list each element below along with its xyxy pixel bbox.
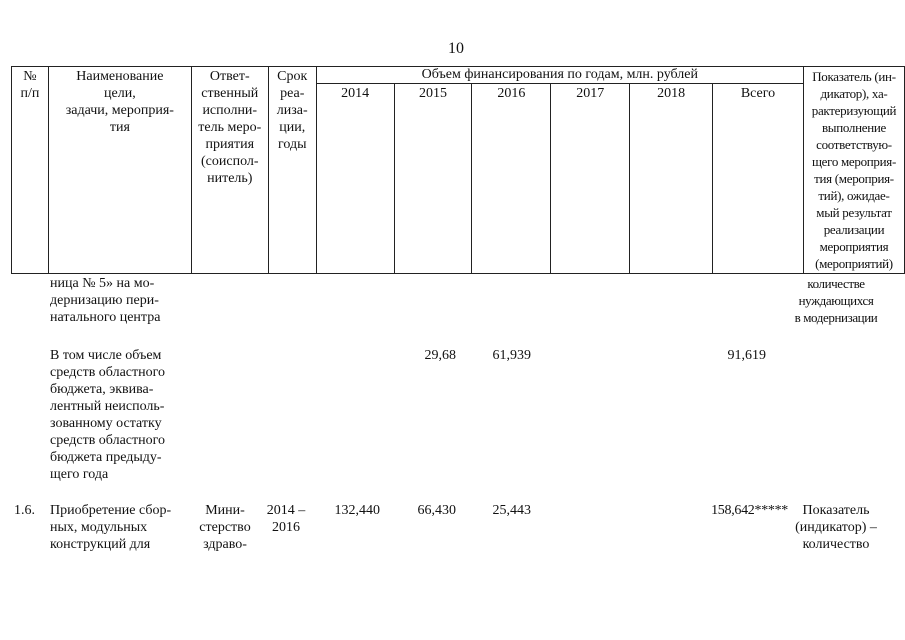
- text-line: (индикатор) –: [795, 520, 877, 535]
- text-line: стерство: [199, 520, 251, 535]
- header-name: Наименование цели, задачи, мероприя- тия: [48, 67, 191, 274]
- text-line: ных, модульных: [50, 520, 148, 535]
- header-year-2018: 2018: [630, 84, 713, 274]
- text-line: количество: [802, 537, 870, 552]
- including-name: [50, 347, 182, 483]
- continuation-name: [50, 275, 182, 326]
- text-line: Показатель: [802, 503, 870, 518]
- text-line: В том числе объем: [50, 348, 162, 363]
- table-header: [11, 66, 905, 274]
- row-1-6-number: 1.6.: [14, 503, 35, 518]
- text-line: средств областного: [50, 433, 166, 448]
- row-1-6-value-2016: 25,443: [492, 503, 531, 518]
- text-line: средств областного: [50, 365, 166, 380]
- text-line: 2014 –: [266, 503, 306, 518]
- row-1-6-term: [264, 502, 308, 536]
- text-line: Приобретение сбор-: [50, 503, 172, 518]
- text-line: натального центра: [50, 310, 161, 325]
- text-line: 2016: [272, 520, 300, 535]
- header-responsible: Ответ- ственный исполни- тель меро- приятия (соиспол- нитель): [191, 67, 268, 274]
- text-line: лентный неисполь-: [50, 399, 165, 414]
- header-num: № п/п: [12, 67, 49, 274]
- including-value-total: 91,619: [727, 348, 766, 363]
- header-year-total: Всего: [713, 84, 804, 274]
- text-line: количестве: [807, 276, 865, 291]
- text-line: бюджета, эквива-: [50, 382, 154, 397]
- text-line: зованному остатку: [50, 416, 162, 431]
- text-line: здраво-: [203, 537, 247, 552]
- header-funding-title: Объем финансирования по годам, млн. рублей: [316, 67, 803, 84]
- continuation-indicator: [786, 275, 886, 326]
- text-line: в модернизации: [794, 310, 878, 325]
- text-line: дернизацию пери-: [50, 293, 159, 308]
- text-line: Мини-: [205, 503, 245, 518]
- text-line: бюджета предыду-: [50, 450, 162, 465]
- page-number: 10: [448, 40, 464, 57]
- including-value-2016: 61,939: [492, 348, 531, 363]
- text-line: конструкций для: [50, 537, 151, 552]
- row-1-6-value-2014: 132,440: [334, 503, 380, 518]
- row-1-6-value-2015: 66,430: [417, 503, 456, 518]
- including-value-2015: 29,68: [424, 348, 456, 363]
- row-1-6-name: [50, 502, 182, 553]
- header-year-2014: 2014: [316, 84, 394, 274]
- header-indicator: Показатель (ин- дикатор), ха- рактеризующий выполнение соответствую- щего мероприя- тия (мероприя- тий), ожидае- мый результат реализации мероприятия (мероприятий): [803, 67, 904, 274]
- header-year-2017: 2017: [551, 84, 630, 274]
- header-year-2016: 2016: [472, 84, 551, 274]
- text-line: щего года: [50, 467, 109, 482]
- header-year-2015: 2015: [394, 84, 472, 274]
- text-line: нуждающихся: [798, 293, 874, 308]
- row-1-6-responsible: [190, 502, 260, 553]
- text-line: ница № 5» на мо-: [50, 276, 155, 291]
- header-term: Срок реа- лиза- ции, годы: [268, 67, 316, 274]
- row-1-6-indicator: [786, 502, 886, 553]
- row-1-6-value-total: 158,642*****: [711, 503, 788, 518]
